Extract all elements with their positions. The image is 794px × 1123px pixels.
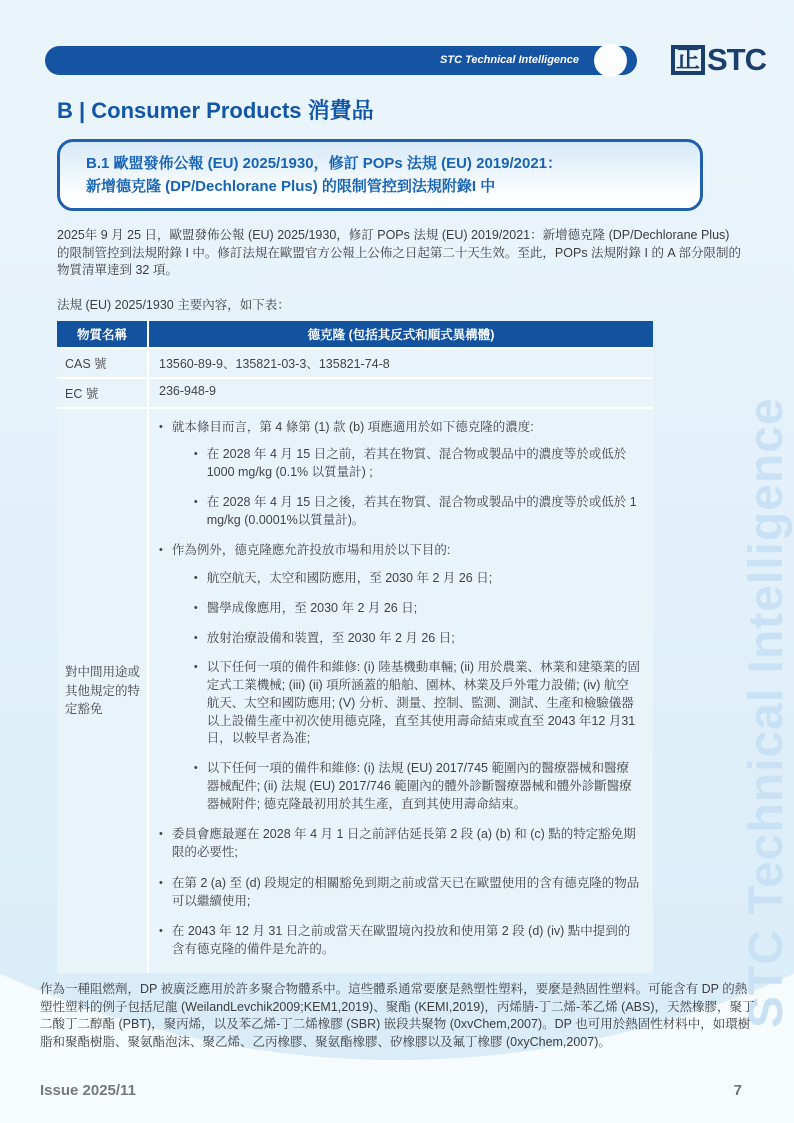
bullet-icon [159, 542, 163, 813]
header-blue-bar [45, 46, 637, 75]
bullet-icon [159, 826, 163, 862]
header-bar-label: STC Technical Intelligence [440, 54, 579, 66]
table-row-cas [57, 347, 653, 377]
sub-list [194, 446, 641, 529]
sub-item-text: 醫學成像應用，至 2030 年 2 月 26 日; [206, 600, 418, 615]
exemption-content [149, 409, 653, 973]
list-item [194, 600, 641, 618]
exemption-item-text: 作為例外，德克隆應允許投放市場和用於以下目的: [171, 543, 451, 558]
cas-label: CAS 號 [57, 349, 149, 377]
list-item [159, 542, 641, 813]
exemption-list [159, 419, 641, 959]
bullet-icon [194, 446, 198, 482]
bullet-icon [194, 494, 198, 530]
list-item [194, 570, 641, 588]
cas-value: 13560-89-9、135821-03-3、135821-74-8 [149, 349, 653, 377]
sub-item-text: 以下任何一項的備件和維修: (i) 法規 (EU) 2017/745 範圍內的醫療器械和醫療器械配件; (ii) 法規 (EU) 2017/746 範圍內的體外診斷醫療器械和體外診斷醫療器械附件; 德克隆最初用於其生產，直到其使用壽命結束。 [206, 761, 632, 811]
intro-paragraph: 2025年 9 月 25 日，歐盟發佈公報 (EU) 2025/1930，修訂 POPs 法規 (EU) 2019/2021：新增德克隆 (DP/Dechlorane Plus) 的限制管控到法規附錄 I 中。修訂法規在歐盟官方公報上公佈之日起第二十天生效。至此，POPs 法規附錄 I 的 A 部分限制的物質清單達到 32 項。 [57, 228, 742, 277]
list-item [194, 630, 641, 648]
page-footer [40, 1082, 742, 1099]
footer-issue: Issue 2025/11 [40, 1082, 136, 1099]
substance-table [57, 321, 653, 973]
closing-paragraph: 作為一種阻燃劑，DP 被廣泛應用於許多聚合物體系中。這些體系通常要麼是熱塑性塑料，要麼是熱固性塑料。可能含有 DP 的熱塑性塑料的例子包括尼龍 (WeilandLevchik2009;KEM1,2019)、聚酯 (KEMI,2019)，丙烯腈-丁二烯-苯乙烯 (ABS)，天然橡膠，聚丁二酸丁二醇酯 (PBT)，聚丙烯，以及苯乙烯-丁二烯橡膠 (SBR) 嵌段共聚物 (0xvChem,2007)。DP 也可用於熱固性材料中，如環樹脂和聚酯樹脂、聚氨酯泡沫、聚乙烯、乙丙橡膠、聚氨酯橡膠、矽橡膠以及氟丁橡膠 (0xyChem,2007)。 [40, 981, 755, 1049]
notice-box [57, 139, 703, 211]
exemption-item-text: 委員會應最遲在 2028 年 4 月 1 日之前評估延長第 2 段 (a) (b) 和 (c) 點的特定豁免期限的必要性; [171, 827, 636, 859]
bullet-icon [194, 600, 198, 618]
table-intro: 法規 (EU) 2025/1930 主要內容，如下表： [57, 297, 290, 312]
vertical-watermark: STC Technical Intelligence [740, 397, 793, 1028]
exemption-item-text: 就本條目而言，第 4 條第 (1) 款 (b) 項應適用於如下德克隆的濃度: [171, 419, 534, 434]
notice-box-line1: B.1 歐盟發佈公報 (EU) 2025/1930，修訂 POPs 法規 (EU) 2019/2021： [86, 155, 563, 172]
top-header [0, 42, 794, 78]
bullet-icon [194, 659, 198, 748]
bullet-icon [194, 630, 198, 648]
stc-logo [671, 42, 766, 78]
bullet-icon [159, 923, 163, 959]
table-header-dechlorane: 德克隆 (包括其反式和順式異構體) [149, 321, 653, 347]
list-item [194, 659, 641, 748]
sub-item-text: 在 2028 年 4 月 15 日之後，若其在物質、混合物或製品中的濃度等於或低於 1 mg/kg (0.0001%以質量計)。 [206, 494, 637, 527]
list-item [159, 923, 641, 959]
list-item [159, 419, 641, 530]
bullet-icon [194, 570, 198, 588]
section-title: B | Consumer Products 消費品 [57, 98, 374, 123]
list-item [159, 875, 641, 911]
sub-item-text: 放射治療設備和裝置，至 2030 年 2 月 26 日; [206, 630, 455, 645]
footer-page-number: 7 [733, 1082, 742, 1099]
exemption-item-text: 在 2043 年 12 月 31 日之前或當天在歐盟境內投放和使用第 2 段 (d) (iv) 點中提到的含有德克隆的備件是允許的。 [171, 924, 631, 956]
exemption-label: 對中間用途或其他規定的特定豁免 [57, 409, 149, 973]
table-row-exemptions [57, 407, 653, 973]
table-header-substance: 物質名稱 [57, 321, 149, 347]
exemption-item-text: 在第 2 (a) 至 (d) 段規定的相關豁免到期之前或當天已在歐盟使用的含有德克隆的物品可以繼續使用; [171, 875, 640, 908]
ec-label: EC 號 [57, 379, 149, 407]
sub-item-text: 航空航天，太空和國防應用，至 2030 年 2 月 26 日; [206, 571, 493, 585]
notice-box-line2: 新增德克隆 (DP/Dechlorane Plus) 的限制管控到法規附錄I 中 [86, 177, 496, 195]
bullet-icon [194, 760, 198, 813]
stc-logo-mark-icon: 正 [671, 45, 705, 75]
sub-item-text: 在 2028 年 4 月 15 日之前，若其在物質、混合物或製品中的濃度等於或低於 1000 mg/kg (0.1% 以質量計) ; [206, 447, 627, 479]
bullet-icon [159, 875, 163, 911]
sub-list [194, 570, 641, 813]
table-row-ec [57, 377, 653, 407]
bullet-icon [159, 419, 163, 530]
list-item [159, 826, 641, 862]
header-crescent-notch [594, 44, 627, 77]
sub-item-text: 以下任何一項的備件和維修: (i) 陸基機動車輛; (ii) 用於農業、林業和建築業的固定式工業機械; (iii) (ii) 項所涵蓋的船舶、園林、林業及戶外電力設備; (iv) 航空航天、太空和國防應用; (V) 分析、測量、控制、監測、測試、生產和檢驗儀器以上設備生產中初次使用德克隆，直至其使用壽命結束或直至 2043 年12 月31 日，以較早者為准; [206, 660, 641, 746]
stc-logo-text: STC [707, 42, 766, 77]
list-item [194, 446, 641, 482]
table-header-row [57, 321, 653, 347]
ec-value: 236-948-9 [149, 379, 653, 407]
list-item [194, 760, 641, 813]
list-item [194, 494, 641, 530]
